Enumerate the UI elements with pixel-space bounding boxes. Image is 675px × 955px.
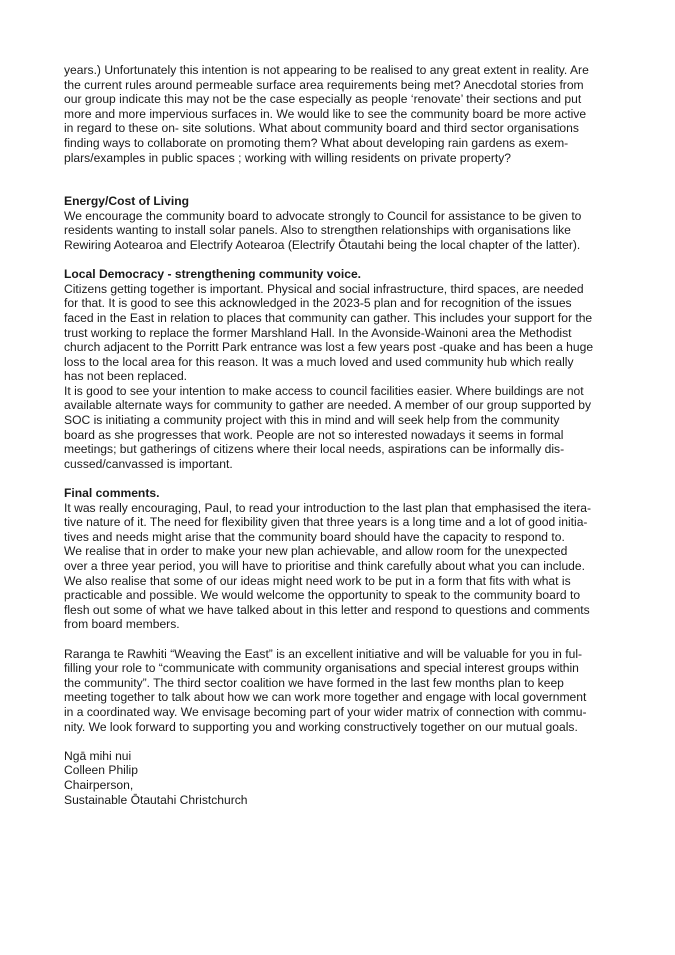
signoff-block [64,749,616,807]
final-heading: Final comments. [64,486,160,501]
final-paragraph-2: We realise that in order to make your new plan achievable, and allow room for the unexpected over a three year period, you will have to prioritise and think carefully about what you can include. We also realise that some of our ideas might need work to be put in a form that fits with what is practicable and possible. We would welcome the opportunity to speak to the community board to flesh out some of what we have talked about in this letter and respond to questions and comments from board members. [64,544,590,632]
letter-page [64,63,616,807]
signoff-role: Chairperson, [64,777,134,792]
democracy-section [64,267,616,471]
final-section [64,486,616,734]
democracy-paragraph-2: It is good to see your intention to make access to council facilities easier. Where buildings are not available alternate ways for community to gather are needed. A member of our group supported by SOC is initiating a community project with this in mind and will seek help from the community board as she progresses that work. People are not so interested nowadays it seems in formal meetings; but gatherings of citizens where their local needs, aspirations can be informally dis- cussed/canvassed is important. [64,383,592,471]
energy-paragraph: We encourage the community board to advocate strongly to Council for assistance to be given to residents wanting to install solar panels. Also to strengthen relationships with organisations like Rewiring Aotearoa and Electrify Aotearoa (Electrify Ōtautahi being the local chapter of the latter). [64,208,582,252]
energy-section [64,194,616,252]
democracy-heading: Local Democracy - strengthening community voice. [64,267,362,282]
signoff-greeting: Ngā mihi nui [64,748,132,763]
intro-section [64,63,616,165]
signoff-name: Colleen Philip [64,763,138,778]
energy-heading: Energy/Cost of Living [64,194,189,209]
signoff-organisation: Sustainable Ōtautahi Christchurch [64,792,248,807]
final-paragraph-3: Raranga te Rawhiti “Weaving the East” is an excellent initiative and will be valuable for you in ful- filling your role to “communicate with community organisations and special interest groups within the community”. The third sector coalition we have formed in the last few months plan to keep meeting together to talk about how we can work more together and engage with local government in a coordinated way. We envisage becoming part of your wider matrix of connection with commu- nity. We look forward to supporting you and working constructively together on our mutual goals. [64,646,587,734]
democracy-paragraph-1: Citizens getting together is important. Physical and social infrastructure, third spaces, are needed for that. It is good to see this acknowledged in the 2023-5 plan and for recognition of the issues faced in the East in relation to places that community can gather. This includes your support for the trust working to replace the former Marshland Hall. In the Avonside-Wainoni area the Methodist church adjacent to the Porritt Park entrance was lost a few years post -quake and has been a huge loss to the local area for this reason. It was a much loved and used community hub which really has not been replaced. [64,281,594,384]
final-paragraph-1: It was really encouraging, Paul, to read your introduction to the last plan that emphasised the itera- tive nature of it. The need for flexibility given that three years is a long time and a lot of good initia- tives and needs might arise that the community board should have the capacity to respond to. [64,500,592,544]
intro-paragraph: years.) Unfortunately this intention is not appearing to be realised to any great extent in reality. Are the current rules around permeable surface area requirements being met? Anecdotal stories from our group indicate this may not be the case especially as people ‘renovate’ their sections and put more and more impervious surfaces in. We would like to see the community board be more active in regard to these on- site solutions. What about community board and third sector organisations finding ways to collaborate on promoting them? What about developing rain gardens as exem- plars/examples in public spaces ; working with willing residents on private property? [64,63,589,165]
